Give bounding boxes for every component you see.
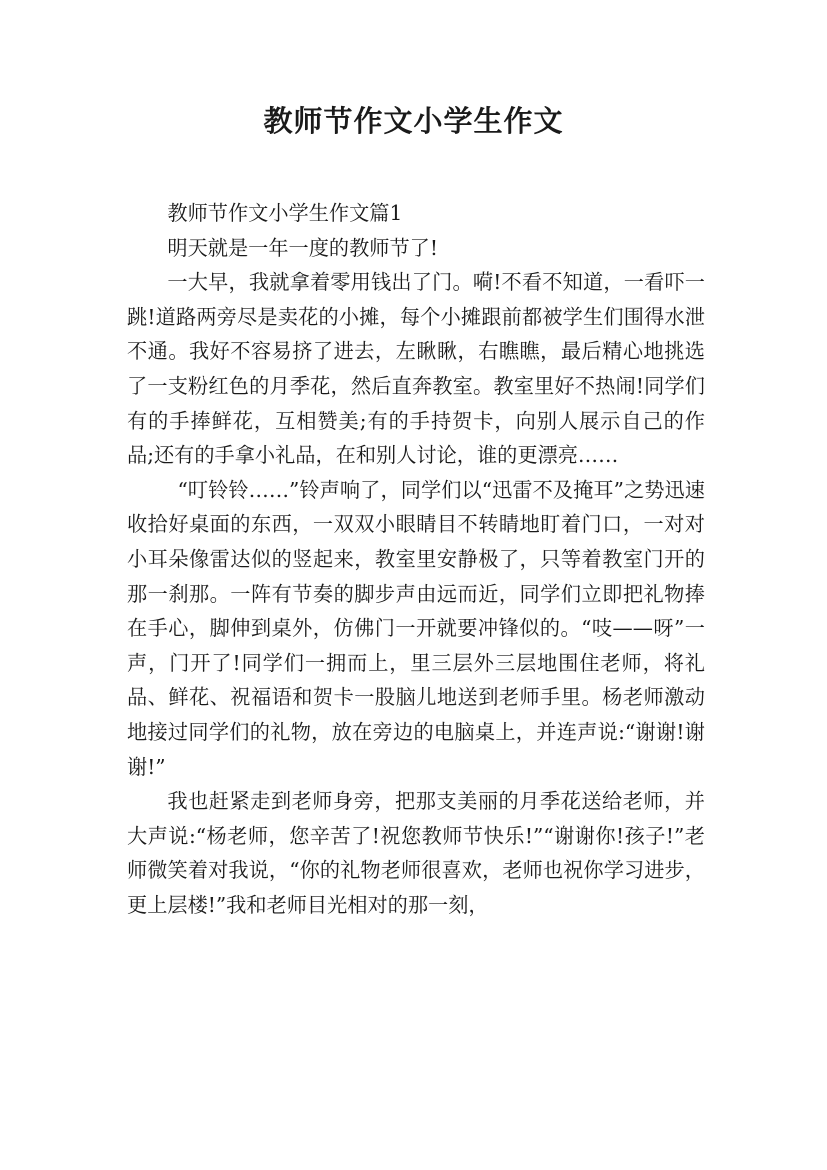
paragraph: 明天就是一年一度的教师节了! [167,235,438,260]
paragraph: “叮铃铃……”铃声响了，同学们以“迅雷不及掩耳”之势迅速收拾好桌面的东西，一双双小眼睛目不转睛地盯着门口，一对对小耳朵像雷达似的竖起来，教室里安静极了，只等着教室门开的那一刹那。一阵有节奏的脚步声由远而近，同学们立即把礼物捧在手心，脚伸到桌外，仿佛门一开就要冲锋似的。“吱——呀”一声，门开了!同学们一拥而上，里三层外三层地围住老师，将礼品、鲜花、祝福语和贺卡一股脑儿地送到老师手里。杨老师激动地接过同学们的礼物，放在旁边的电脑桌上，并连声说:“谢谢!谢谢!” [127,477,705,779]
document-title: 教师节作文小学生作文 [263,104,564,138]
section-heading: 教师节作文小学生作文篇1 [167,201,403,225]
document-body [127,196,705,922]
paragraph: 我也赶紧走到老师身旁，把那支美丽的月季花送给老师，并大声说:“杨老师，您辛苦了!祝您教师节快乐!”“谢谢你!孩子!”老师微笑着对我说，“你的礼物老师很喜欢，老师也祝你学习进步，更上层楼!”我和老师目光相对的那一刻， [127,789,705,917]
paragraph: 一大早，我就拿着零用钱出了门。嗬!不看不知道，一看吓一跳!道路两旁尽是卖花的小摊，每个小摊跟前都被学生们围得水泄不通。我好不容易挤了进去，左瞅瞅，右瞧瞧，最后精心地挑选了一支粉红色的月季花，然后直奔教室。教室里好不热闹!同学们有的手捧鲜花，互相赞美;有的手持贺卡，向别人展示自己的作品;还有的手拿小礼品，在和别人讨论，谁的更漂亮…… [127,270,705,468]
